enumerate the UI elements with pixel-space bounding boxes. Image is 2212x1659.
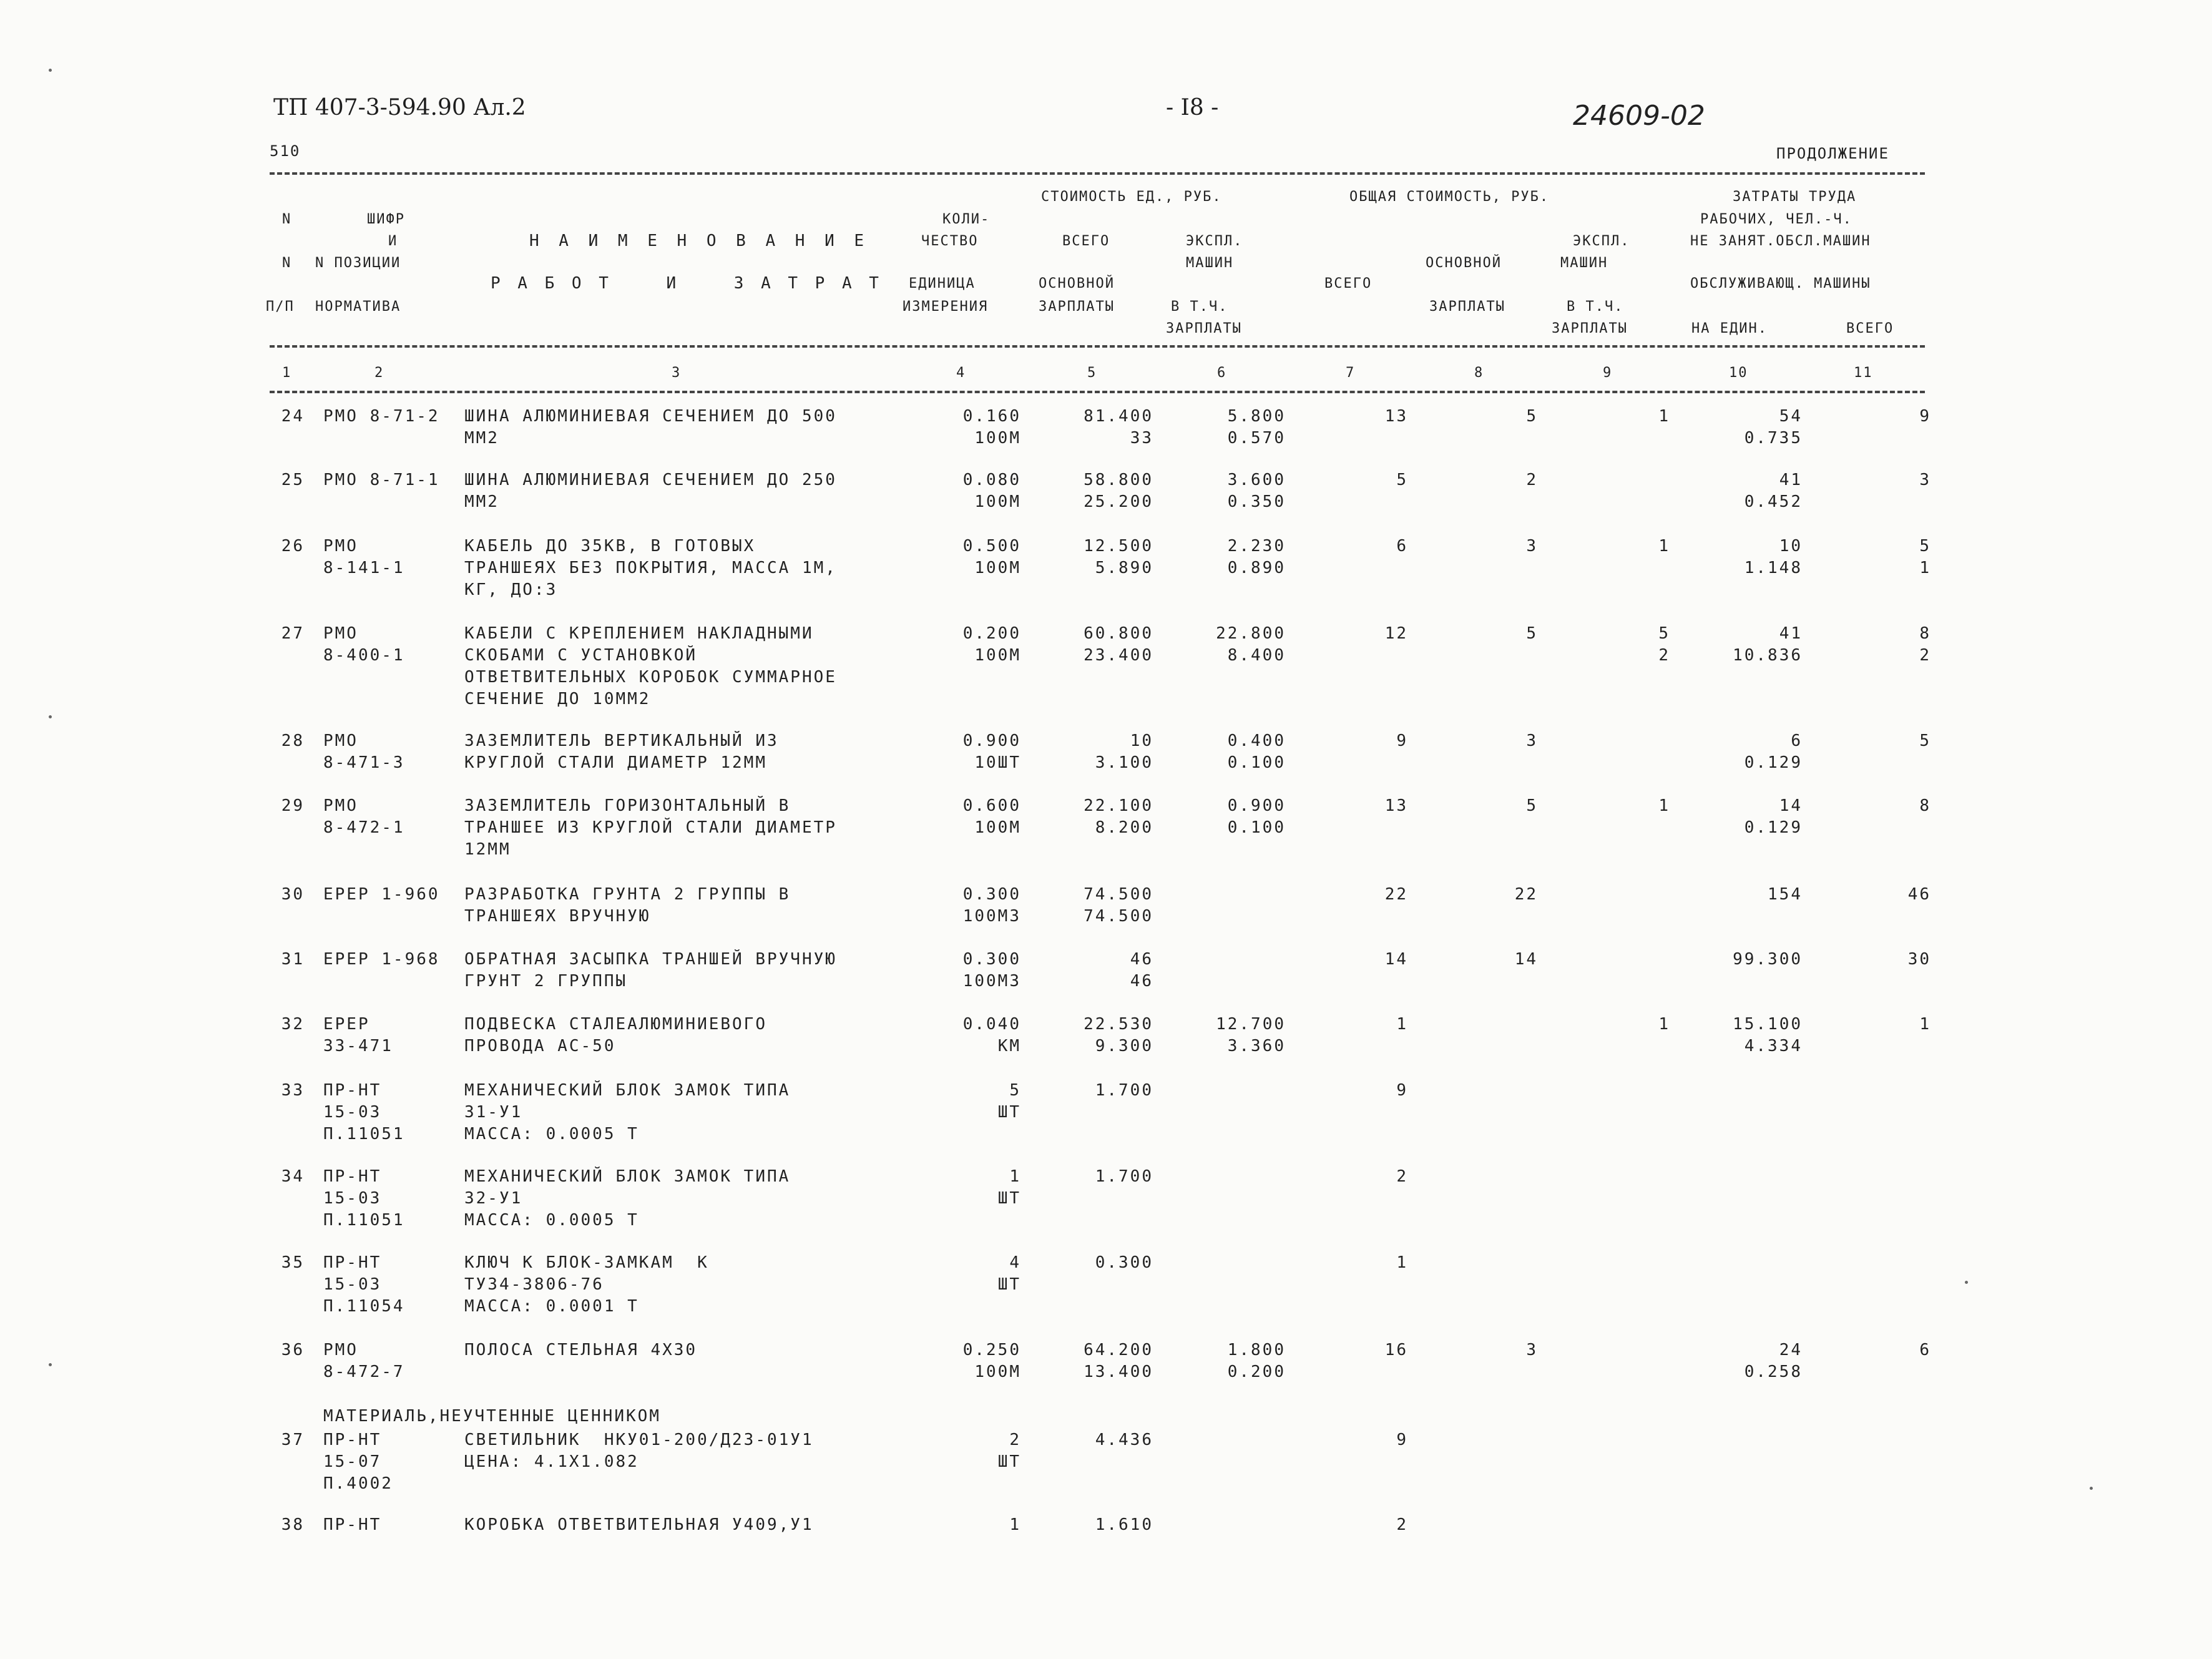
row-unit-cost-machines: 0.900 [1227,796,1286,815]
hdr-labor: ЗАТРАТЫ ТРУДА [1733,189,1857,205]
row-code: 15-07 [323,1452,382,1471]
row-unit-cost-machines: 0.200 [1227,1363,1286,1381]
row-quantity: 0.080 [962,471,1021,489]
row-total-machines: 1 [1658,407,1670,426]
row-quantity: 100М [974,646,1021,665]
row-labor-total: 2 [1919,646,1931,665]
row-quantity: 0.300 [962,885,1021,904]
row-code: 8-472-1 [323,818,405,837]
row-labor-total: 8 [1919,796,1931,815]
scan-speck [49,715,52,718]
row-labor-total: 6 [1919,1341,1931,1359]
col-num-2: 2 [374,365,384,381]
row-code: РМО [323,624,358,643]
row-total-cost: 9 [1396,732,1408,750]
row-total-cost: 6 [1396,537,1408,555]
row-labor-total: 5 [1919,732,1931,750]
row-total-machines: 1 [1658,796,1670,815]
row-quantity: 4 [1009,1253,1021,1272]
rule-numbers-bottom [270,391,1925,393]
row-total-wages: 2 [1526,471,1538,489]
row-total-wages: 5 [1526,796,1538,815]
row-name: ШИНА АЛЮМИНИЕВАЯ СЕЧЕНИЕМ ДО 500 [464,407,837,426]
row-total-machines: 5 [1658,624,1670,643]
row-unit-cost-machines: 0.890 [1227,559,1286,577]
row-number: 25 [281,471,305,489]
row-labor-per-unit: 54 [1779,407,1803,426]
row-name: ЦЕНА: 4.1Х1.082 [464,1452,639,1471]
hdr-c6a: ЭКСПЛ. [1186,233,1243,249]
row-name: СЕЧЕНИЕ ДО 10ММ2 [464,690,651,708]
row-name: МАССА: 0.0005 Т [464,1125,639,1143]
hdr-pp: П/П [266,299,295,315]
row-unit-cost-total: 9.300 [1095,1037,1153,1055]
row-name: МАССА: 0.0005 Т [464,1211,639,1230]
row-labor-per-unit: 0.735 [1744,429,1803,448]
row-unit-cost-total: 60.800 [1084,624,1153,643]
row-name: ПОЛОСА СТЕЛЬНАЯ 4Х30 [464,1341,698,1359]
row-quantity: 0.250 [962,1341,1021,1359]
row-quantity: ШТ [997,1189,1021,1208]
row-total-cost: 12 [1384,624,1408,643]
row-code: 8-472-7 [323,1363,405,1381]
row-total-cost: 14 [1384,950,1408,969]
row-quantity: 0.500 [962,537,1021,555]
row-labor-per-unit: 1.148 [1744,559,1803,577]
row-total-cost: 2 [1396,1167,1408,1186]
row-unit-cost-total: 1.700 [1095,1081,1153,1100]
row-unit-cost-total: 22.100 [1084,796,1153,815]
hdr-labor-3: НЕ ЗАНЯТ.ОБСЛ.МАШИН [1690,233,1871,249]
row-name: РАЗРАБОТКА ГРУНТА 2 ГРУППЫ В [464,885,791,904]
row-quantity: 100М [974,1363,1021,1381]
row-labor-per-unit: 99.300 [1733,950,1803,969]
row-unit-cost-machines: 0.350 [1227,492,1286,511]
hdr-total-cost: ОБЩАЯ СТОИМОСТЬ, РУБ. [1349,189,1550,205]
hdr-c5c: ЗАРПЛАТЫ [1039,299,1115,315]
col-num-9: 9 [1603,365,1613,381]
row-unit-cost-machines: 22.800 [1216,624,1286,643]
row-unit-cost-machines: 8.400 [1227,646,1286,665]
scan-speck [49,69,52,72]
row-number: 24 [281,407,305,426]
hdr-labor-4: ОБСЛУЖИВАЮЩ. МАШИНЫ [1690,276,1871,291]
row-unit-cost-machines: 3.360 [1227,1037,1286,1055]
row-unit-cost-total: 46 [1130,972,1153,991]
row-number: 35 [281,1253,305,1272]
row-labor-per-unit: 0.129 [1744,818,1803,837]
row-unit-cost-total: 74.500 [1084,907,1153,926]
row-unit-cost-total: 4.436 [1095,1431,1153,1449]
row-unit-cost-machines: 1.800 [1227,1341,1286,1359]
row-labor-per-unit: 24 [1779,1341,1803,1359]
hdr-qty-1: КОЛИ- [942,212,991,227]
scan-speck [2090,1487,2093,1490]
row-quantity: ШТ [997,1103,1021,1122]
row-labor-per-unit: 0.452 [1744,492,1803,511]
hdr-c9a: ЭКСПЛ. [1573,233,1630,249]
row-code: РМО [323,732,358,750]
row-quantity: 100М3 [962,907,1021,926]
row-code: РМО [323,796,358,815]
col-num-10: 10 [1729,365,1748,381]
row-code: П.11054 [323,1297,405,1316]
row-quantity: 100М [974,559,1021,577]
row-unit-cost-total: 3.100 [1095,753,1153,772]
col-num-1: 1 [282,365,292,381]
row-code: 8-141-1 [323,559,405,577]
row-name: ТУ34-3806-76 [464,1275,604,1294]
row-labor-per-unit: 41 [1779,624,1803,643]
row-code: РМО [323,537,358,555]
row-unit-cost-total: 46 [1130,950,1153,969]
row-unit-cost-total: 23.400 [1084,646,1153,665]
col-num-6: 6 [1217,365,1227,381]
row-unit-cost-total: 5.890 [1095,559,1153,577]
row-number: 34 [281,1167,305,1186]
row-labor-per-unit: 154 [1768,885,1803,904]
hdr-n-1: N [282,212,292,227]
row-total-cost: 2 [1396,1515,1408,1534]
hdr-qty-2: ЧЕСТВО [921,233,979,249]
sub-left-code: 510 [270,142,301,160]
row-total-wages: 5 [1526,624,1538,643]
hdr-c6c: В Т.Ч. [1171,299,1228,315]
row-unit-cost-total: 1.700 [1095,1167,1153,1186]
row-name: ТРАНШЕЯХ БЕЗ ПОКРЫТИЯ, МАССА 1М, [464,559,837,577]
col-num-4: 4 [956,365,966,381]
row-labor-total: 1 [1919,1015,1931,1034]
row-total-wages: 22 [1514,885,1538,904]
row-name: 31-У1 [464,1103,523,1122]
hdr-c6b: МАШИН [1186,255,1234,271]
row-quantity: 0.900 [962,732,1021,750]
row-unit-cost-total: 58.800 [1084,471,1153,489]
col-num-5: 5 [1087,365,1097,381]
rule-header-bottom [270,345,1925,348]
row-name: МЕХАНИЧЕСКИЙ БЛОК ЗАМОК ТИПА [464,1167,791,1186]
row-unit-cost-total: 12.500 [1084,537,1153,555]
row-quantity: 100М [974,429,1021,448]
row-name: КОРОБКА ОТВЕТВИТЕЛЬНАЯ У409,У1 [464,1515,814,1534]
row-labor-total: 5 [1919,537,1931,555]
row-name: СКОБАМИ С УСТАНОВКОЙ [464,646,698,665]
hdr-c8b: ЗАРПЛАТЫ [1429,299,1505,315]
row-labor-total: 1 [1919,559,1931,577]
row-code: 15-03 [323,1275,382,1294]
row-quantity: ШТ [997,1275,1021,1294]
row-total-cost: 22 [1384,885,1408,904]
row-code: П.11051 [323,1211,405,1230]
row-code: ПР-НТ [323,1081,382,1100]
row-code: 8-400-1 [323,646,405,665]
row-labor-per-unit: 41 [1779,471,1803,489]
hdr-c8a: ОСНОВНОЙ [1426,255,1502,271]
hdr-c9d: ЗАРПЛАТЫ [1552,321,1628,336]
col-num-3: 3 [672,365,682,381]
col-num-8: 8 [1474,365,1484,381]
row-number: 37 [281,1431,305,1449]
row-total-cost: 9 [1396,1431,1408,1449]
row-unit-cost-total: 8.200 [1095,818,1153,837]
hdr-name-1: Н А И М Е Н О В А Н И Е [529,232,869,250]
row-labor-per-unit: 0.129 [1744,753,1803,772]
row-quantity: 10ШТ [974,753,1021,772]
row-labor-per-unit: 6 [1791,732,1803,750]
row-unit-cost-total: 10 [1130,732,1153,750]
row-total-cost: 5 [1396,471,1408,489]
col-num-11: 11 [1854,365,1873,381]
row-labor-per-unit: 10 [1779,537,1803,555]
row-labor-total: 30 [1907,950,1931,969]
row-name: 32-У1 [464,1189,523,1208]
row-name: 12ММ [464,840,511,859]
row-name: ПОДВЕСКА СТАЛЕАЛЮМИНИЕВОГО [464,1015,767,1034]
continuation-label: ПРОДОЛЖЕНИЕ [1776,145,1889,162]
hdr-code-4: НОРМАТИВА [315,299,401,315]
row-name: СВЕТИЛЬНИК НКУ01-200/Д23-01У1 [464,1431,814,1449]
row-total-cost: 16 [1384,1341,1408,1359]
row-number: 36 [281,1341,305,1359]
row-name: МАССА: 0.0001 Т [464,1297,639,1316]
hdr-c9b: МАШИН [1560,255,1608,271]
row-quantity: 1 [1009,1515,1021,1534]
row-code: ПР-НТ [323,1431,382,1449]
row-name: КГ, ДО:3 [464,580,558,599]
hdr-labor-total: ВСЕГО [1846,321,1894,336]
row-total-cost: 9 [1396,1081,1408,1100]
row-quantity: 0.600 [962,796,1021,815]
hdr-qty-3: ЕДИНИЦА [909,276,976,291]
row-total-wages: 3 [1526,537,1538,555]
row-name: ЗАЗЕМЛИТЕЛЬ ГОРИЗОНТАЛЬНЫЙ В [464,796,791,815]
hdr-code-2: И [388,233,398,249]
row-number: 38 [281,1515,305,1534]
row-unit-cost-machines: 5.800 [1227,407,1286,426]
row-quantity: 0.160 [962,407,1021,426]
row-code: ЕРЕР 1-960 [323,885,440,904]
col-num-7: 7 [1346,365,1356,381]
row-quantity: 100М3 [962,972,1021,991]
row-total-machines: 2 [1658,646,1670,665]
row-total-cost: 1 [1396,1015,1408,1034]
row-name: ММ2 [464,429,499,448]
row-code: П.11051 [323,1125,405,1143]
row-quantity: 100М [974,818,1021,837]
row-quantity: 1 [1009,1167,1021,1186]
row-unit-cost-total: 81.400 [1084,407,1153,426]
row-number: 28 [281,732,305,750]
hdr-c6d: ЗАРПЛАТЫ [1166,321,1242,336]
row-labor-total: 46 [1907,885,1931,904]
row-number: 31 [281,950,305,969]
row-name: ГРУНТ 2 ГРУППЫ [464,972,628,991]
row-code: ЕРЕР [323,1015,370,1034]
row-code: 15-03 [323,1189,382,1208]
row-number: 33 [281,1081,305,1100]
row-quantity: 100М [974,492,1021,511]
row-unit-cost-total: 1.610 [1095,1515,1153,1534]
row-name: ЗАЗЕМЛИТЕЛЬ ВЕРТИКАЛЬНЫЙ ИЗ [464,732,779,750]
row-unit-cost-total: 64.200 [1084,1341,1153,1359]
scan-speck [1965,1281,1968,1284]
row-total-cost: 13 [1384,407,1408,426]
row-quantity: 2 [1009,1431,1021,1449]
page-number: - I8 - [1166,95,1219,120]
row-unit-cost-machines: 0.400 [1227,732,1286,750]
row-number: 30 [281,885,305,904]
row-name: МЕХАНИЧЕСКИЙ БЛОК ЗАМОК ТИПА [464,1081,791,1100]
row-name: ШИНА АЛЮМИНИЕВАЯ СЕЧЕНИЕМ ДО 250 [464,471,837,489]
hdr-n-2: N [282,255,292,271]
hdr-c7: ВСЕГО [1324,276,1373,291]
row-total-wages: 3 [1526,1341,1538,1359]
row-code: П.4002 [323,1474,393,1493]
row-code: ПР-НТ [323,1253,382,1272]
rule-top [270,172,1925,175]
row-quantity: 0.200 [962,624,1021,643]
row-unit-cost-total: 13.400 [1084,1363,1153,1381]
scan-speck [49,1363,52,1366]
row-code: ПР-НТ [323,1515,382,1534]
row-unit-cost-machines: 3.600 [1227,471,1286,489]
hdr-code-3: N ПОЗИЦИИ [315,255,401,271]
row-labor-per-unit: 15.100 [1733,1015,1803,1034]
hdr-c5a: ВСЕГО [1062,233,1110,249]
row-quantity: 0.300 [962,950,1021,969]
row-total-wages: 5 [1526,407,1538,426]
row-unit-cost-machines: 0.100 [1227,818,1286,837]
row-number: 27 [281,624,305,643]
row-quantity: 5 [1009,1081,1021,1100]
hdr-c9c: В Т.Ч. [1567,299,1624,315]
row-code: РМО [323,1341,358,1359]
row-unit-cost-total: 22.530 [1084,1015,1153,1034]
row-labor-per-unit: 10.836 [1733,646,1803,665]
row-quantity: 0.040 [962,1015,1021,1034]
row-name: ТРАНШЕЯХ ВРУЧНУЮ [464,907,651,926]
row-unit-cost-machines: 2.230 [1227,537,1286,555]
row-code: 15-03 [323,1103,382,1122]
row-code: РМО 8-71-1 [323,471,440,489]
hdr-c5b: ОСНОВНОЙ [1039,276,1115,291]
row-total-machines: 1 [1658,1015,1670,1034]
row-code: 33-471 [323,1037,393,1055]
row-total-cost: 13 [1384,796,1408,815]
row-name: ММ2 [464,492,499,511]
row-labor-total: 9 [1919,407,1931,426]
row-code: РМО 8-71-2 [323,407,440,426]
hdr-code-1: ШИФР [367,212,405,227]
row-number: 32 [281,1015,305,1034]
row-total-machines: 1 [1658,537,1670,555]
row-name: ОБРАТНАЯ ЗАСЫПКА ТРАНШЕЙ ВРУЧНУЮ [464,950,837,969]
row-quantity: ШТ [997,1452,1021,1471]
row-name: ПРОВОДА АС-50 [464,1037,616,1055]
hdr-name-2: Р А Б О Т И З А Т Р А Т [491,274,883,293]
row-unit-cost-machines: 12.700 [1216,1015,1286,1034]
row-labor-per-unit: 4.334 [1744,1037,1803,1055]
row-labor-per-unit: 14 [1779,796,1803,815]
row-labor-total: 3 [1919,471,1931,489]
row-name: ОТВЕТВИТЕЛЬНЫХ КОРОБОК СУММАРНОЕ [464,668,837,687]
row-code: ПР-НТ [323,1167,382,1186]
doc-code: ТП 407-3-594.90 Ал.2 [273,95,526,120]
row-labor-total: 8 [1919,624,1931,643]
row-name: КРУГЛОЙ СТАЛИ ДИАМЕТР 12ММ [464,753,767,772]
hdr-labor-2: РАБОЧИХ, ЧЕЛ.-Ч. [1700,212,1852,227]
row-unit-cost-total: 0.300 [1095,1253,1153,1272]
row-code: ЕРЕР 1-968 [323,950,440,969]
row-unit-cost-total: 74.500 [1084,885,1153,904]
row-unit-cost-machines: 0.100 [1227,753,1286,772]
row-number: 29 [281,796,305,815]
row-number: 26 [281,537,305,555]
row-name: КАБЕЛЬ ДО 35КВ, В ГОТОВЫХ [464,537,756,555]
row-total-wages: 3 [1526,732,1538,750]
row-total-wages: 14 [1514,950,1538,969]
row-name: ТРАНШЕЕ ИЗ КРУГЛОЙ СТАЛИ ДИАМЕТР [464,818,837,837]
row-name: КАБЕЛИ С КРЕПЛЕНИЕМ НАКЛАДНЫМИ [464,624,814,643]
row-code: 8-471-3 [323,753,405,772]
row-unit-cost-machines: 0.570 [1227,429,1286,448]
hdr-qty-4: ИЗМЕРЕНИЯ [903,299,989,315]
row-unit-cost-total: 33 [1130,429,1153,448]
sheet-code: 24609-02 [1573,100,1705,132]
row-name: КЛЮЧ К БЛОК-ЗАМКАМ К [464,1253,709,1272]
hdr-labor-unit: НА ЕДИН. [1691,321,1768,336]
row-labor-per-unit: 0.258 [1744,1363,1803,1381]
row-total-cost: 1 [1396,1253,1408,1272]
row-quantity: КМ [997,1037,1021,1055]
row-unit-cost-total: 25.200 [1084,492,1153,511]
hdr-unit-cost: СТОИМОСТЬ ЕД., РУБ. [1041,189,1222,205]
material-section-heading: МАТЕРИАЛЬ,НЕУЧТЕННЫЕ ЦЕННИКОМ [323,1407,661,1426]
